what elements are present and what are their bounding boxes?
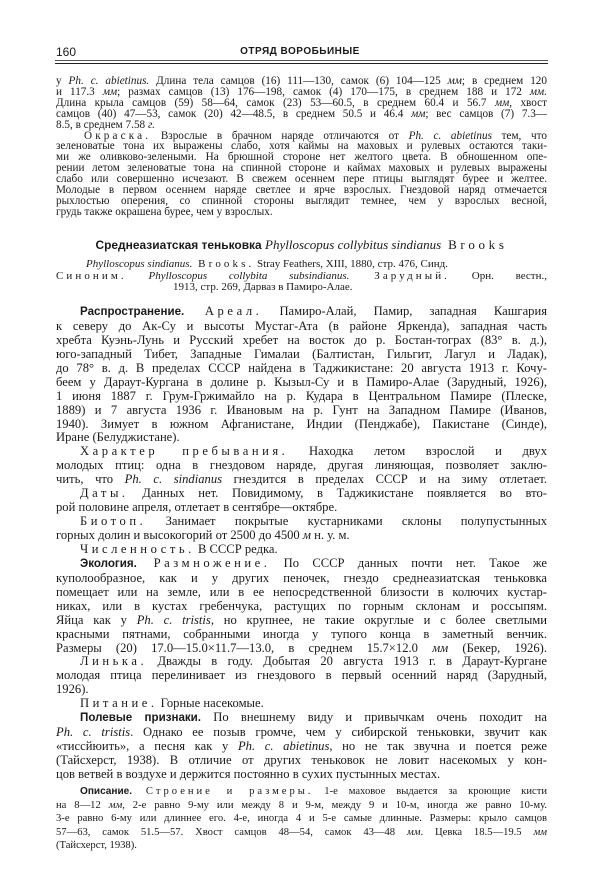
spaced-text: Синоним. <box>56 269 127 282</box>
text-line <box>56 320 547 334</box>
synonymy-block <box>56 259 547 294</box>
text-segment: Stray Feathers, XIII, 1880, стр. 476, Синд. <box>254 258 448 270</box>
italic-text: мм <box>432 640 449 655</box>
text-segment: ; в среднем 120 <box>461 75 547 87</box>
text-segment: , но крупнее, не такие округлые и с более светлыми <box>210 612 547 627</box>
text-line <box>56 529 547 543</box>
text-segment: у <box>56 75 69 87</box>
text-segment: . Цевка 18.5—19.5 <box>420 826 534 838</box>
text-segment: рыхлостью оперения, со спинной стороны выглядит темнее, чем у взрослых весной, <box>56 194 547 207</box>
text-line <box>56 669 547 683</box>
italic-text: Phylloscopus sindianus. <box>86 258 193 270</box>
text-segment: 1 июня 1887 г. Грум-Гржимайло на р. Кудара в Центральном Памире (Плеске, <box>56 388 547 403</box>
text-segment: 3-е равно 6-му или длиннее его. 4-е, иногда 4 и 5-е самые длинные. Размеры: крыло самцов <box>56 813 547 824</box>
text-segment: хребта Куэнь-Лунь и Русский хребет на восток до р. Бостан-тограх (83° в. д.), <box>56 332 547 347</box>
text-segment: цов ветвей в воздухе и держится постоянно в сухих пустынных местах. <box>56 766 441 781</box>
text-line <box>56 799 547 813</box>
text-line <box>56 237 547 253</box>
text-segment: молодая птица перелинивает из гнездового в первый осенний наряд (Зарудный, <box>56 668 547 683</box>
italic-text: мм <box>108 799 123 811</box>
spaced-text: Размножение. <box>136 555 271 570</box>
italic-text: м <box>302 528 311 542</box>
text-segment: молодых птиц: одна в гнездовом наряде, другая линяющая, позволяет заклю- <box>56 458 547 473</box>
text-segment: Взрослые в брачном наряде отличаются от <box>151 129 409 142</box>
text-line <box>56 445 547 459</box>
text-segment: красными пятнами, собранными иногда у тупого конца в заметный венчик. <box>56 626 547 641</box>
spaced-text: Даты. <box>80 486 129 501</box>
spaced-text: Питание. <box>80 696 158 711</box>
text-segment: помещает или на земле, или в ее непосредственной близости в колючих кустар- <box>56 584 547 599</box>
italic-text: Ph. c. tristis <box>136 612 211 627</box>
spaced-text: Характер пребывания. <box>80 444 289 459</box>
description-footnote <box>56 785 547 853</box>
text-line <box>56 839 547 853</box>
spaced-text: Зарудный. <box>349 269 451 282</box>
text-segment: Яйца как у <box>56 612 137 627</box>
text-line <box>56 726 547 740</box>
text-line <box>56 543 547 557</box>
text-segment: Иране (Белуджистане). <box>56 430 180 445</box>
running-title: ОТРЯД ВОРОБЬИНЫЕ <box>240 46 360 57</box>
bold-heading-text: Полевые признаки. <box>80 712 202 725</box>
text-line <box>56 431 547 445</box>
italic-text: Ph. c. sindianus <box>124 472 223 487</box>
text-segment: , хвост <box>509 96 547 109</box>
text-line <box>56 812 547 826</box>
text-segment: н. у. м. <box>310 528 350 542</box>
text-line <box>56 418 547 432</box>
text-segment: (Тайсхерст, 1938). <box>56 840 137 851</box>
text-segment: рой половине апреля, отлетает в сентябре—октябре. <box>56 500 338 515</box>
text-line <box>56 711 547 726</box>
text-line <box>56 785 547 799</box>
text-segment: юго-западный Тибет, Западные Гималаи (Балтистан, Гильгит, Лагул и Ладак), <box>56 346 547 361</box>
text-line <box>56 557 547 572</box>
text-line <box>56 334 547 348</box>
text-line <box>56 628 547 642</box>
text-segment: «тиссйюить», а песня как у <box>56 739 238 754</box>
text-line <box>56 614 547 628</box>
text-line <box>56 404 547 418</box>
italic-text: Ph. c. tristis <box>56 725 131 740</box>
italic-text: мм <box>533 826 548 838</box>
text-segment: Размеры (20) 17.0—15.0×11.7—13.0, в среднем 15.7×12.0 <box>56 640 433 655</box>
text-line <box>56 826 547 840</box>
text-segment: , 2-е равно 9-му или между 8 и 9-м, между 9 и 10-м, иногда же равно 10-му. <box>122 799 548 811</box>
text-line <box>56 754 547 768</box>
bold-heading-text: Описание. <box>80 786 133 797</box>
text-segment: . Однако ее позыв громче, чем у сибирской теньковки, звучит как <box>130 725 547 740</box>
text-line <box>56 390 547 404</box>
text-line <box>56 487 547 501</box>
text-segment: 57—63, самок 51.5—57. Хвост самцов 48—54, самок 43—48 <box>56 826 407 838</box>
text-segment: горных долин и высокогорий от 2500 до 4500 <box>56 528 303 542</box>
text-segment: ми же оливково-зелеными. На брюшной стороне нет желтого цвета. В обношенном опе- <box>56 151 547 164</box>
spaced-text: Линька. <box>80 654 148 669</box>
italic-text: Phylloscopus collybitus sindianus <box>265 237 442 252</box>
text-segment: беем у Дараут-Кургана в долине р. Кызыл-Су и в Памиро-Алае (Зарудный, 1926), <box>56 374 547 389</box>
text-segment: (Тайсхерст, 1938). В отличие от других теньковок не ловит насекомых у кон- <box>56 753 547 767</box>
text-segment: Данных нет. Повидимому, в Таджикистане появляется во вто- <box>128 486 547 501</box>
bold-heading-text: Экология. <box>80 557 137 570</box>
text-line <box>56 515 547 529</box>
spaced-text: Ареал. <box>184 304 263 318</box>
text-segment: на 8—12 <box>56 799 109 811</box>
text-line <box>56 642 547 656</box>
text-segment: , но не так звучна и поется реже <box>329 739 547 754</box>
text-segment: 1889) и 7 августа 1936 г. Ивановым на р. Гунт на Западном Памире (Иванов, <box>56 402 547 417</box>
species-heading <box>56 237 547 253</box>
text-segment: Длина тела самцов (16) 111—130, самок (6) 104—125 <box>149 75 448 87</box>
text-segment: грудь также окрашена бурее, чем у взрослых. <box>56 205 273 218</box>
italic-text: мм <box>411 107 426 120</box>
text-line <box>56 473 547 487</box>
text-segment: Орн. вестн., <box>450 269 547 282</box>
text-line <box>56 282 547 294</box>
text-line <box>56 459 547 473</box>
text-segment: (Бекер, 1926). <box>448 640 547 655</box>
text-segment: самцов (40) 47—53, самок (20) 42—48.5, в среднем 50.5 и 46.4 <box>56 107 412 120</box>
spaced-text: Окраска. <box>84 129 152 142</box>
text-segment: По внешнему виду и привычкам очень походит на <box>201 710 547 725</box>
text-segment: слабо или совершенно исчезают. В свежем осеннем пере птицы выглядят бурее и желтее. <box>56 173 547 186</box>
text-line <box>56 697 547 711</box>
italic-text: мм <box>102 85 118 98</box>
bold-heading-text: Распространение. <box>80 306 185 318</box>
text-segment: В СССР редка. <box>194 541 278 556</box>
text-segment: ; размах самцов (13) 176—198, самок (4) 170—175, в среднем 188 и 172 <box>117 85 530 98</box>
spaced-text: Строение и размеры. <box>132 786 314 797</box>
italic-text: мм <box>406 826 421 838</box>
header-rule <box>55 60 548 64</box>
text-segment: Находка летом взрослой и двух <box>288 444 547 459</box>
text-line <box>56 305 547 320</box>
text-segment: Занимает покрытые кустарниками склоны полупустынных <box>146 514 547 529</box>
text-line <box>56 683 547 697</box>
italic-text: Ph. c. abietinus. <box>68 75 150 87</box>
text-line <box>56 362 547 376</box>
text-segment: Дважды в году. Добытая 20 августа 1913 г. в Дараут-Кургане <box>147 654 547 669</box>
text-line <box>56 600 547 614</box>
italic-text: мм <box>447 75 462 87</box>
text-line <box>56 572 547 586</box>
text-segment: ; вес самцов (7) 7.3— <box>425 107 547 120</box>
text-segment: Горные насекомые. <box>157 696 264 711</box>
text-segment: тем, что <box>491 129 547 142</box>
text-segment: 1-е маховое выдается за кроющие кисти <box>313 786 547 797</box>
text-segment: 1940). Зимует в южном Афганистане, Индии (Пенджабе), Пакистане (Синде), <box>56 416 547 431</box>
text-line <box>56 586 547 600</box>
text-line <box>56 376 547 390</box>
italic-text: мм <box>494 96 510 109</box>
spaced-text: Биотоп. <box>80 514 147 529</box>
text-line <box>56 348 547 362</box>
text-line <box>56 768 547 782</box>
measurements-and-coloration-section <box>56 76 547 218</box>
text-line <box>56 501 547 515</box>
italic-text: Ph. c. abietinus <box>408 129 492 142</box>
species-account-body <box>56 305 547 782</box>
bold-heading-text: Среднеазиатская теньковка <box>95 238 266 252</box>
text-segment: Длина крыла самцов (59) 58—64, самок (23) 53—60.5, в среднем 60.4 и 56.7 <box>56 96 495 109</box>
text-line <box>56 207 547 218</box>
spaced-text: Численность. <box>80 541 195 556</box>
italic-text: Ph. c. abietinus <box>237 739 330 754</box>
text-segment: никах, или в кустах гребенчука, растущих по горным склонам и россыпям. <box>56 598 547 613</box>
italic-text: г. <box>147 118 155 131</box>
text-segment: до 78° в. д. В пределах СССР найдена в Таджикистане: 20 августа 1913 г. Кочу- <box>56 360 547 375</box>
text-segment: гнездится в пределах СССР и на зиму отлетает. <box>222 472 548 487</box>
text-segment: рении летом зеленоватые тона на спинной стороне и каймах маховых и рулевых выражены <box>56 162 547 175</box>
text-segment: куполообразное, как и у других пеночек, гнездо среднеазиатская теньковка <box>56 570 547 585</box>
text-segment: к северу до Ак-Су и высоты Мустаг-Ата (в районе Яркенда), западная часть <box>56 318 547 333</box>
text-segment: и 117.3 <box>56 85 103 98</box>
text-segment: 8.5, в среднем 7.58 <box>56 118 148 131</box>
text-segment: 1926). <box>56 682 89 697</box>
text-segment: чить, что <box>56 472 125 487</box>
page-number: 160 <box>56 45 77 59</box>
italic-text: мм. <box>529 85 547 98</box>
text-segment: 1913, стр. 269, Дарваз в Памиро-Алае. <box>173 281 353 293</box>
text-segment: Молодые в первом осеннем наряде светлее и ярче взрослых. Гнездовой наряд отмечается <box>56 184 547 197</box>
text-segment: По СССР данных почти нет. Такое же <box>270 555 548 570</box>
text-segment: зеленоватые тона их выражены слабо, хотя каймы на маховых и рулевых остаются таки- <box>56 140 547 153</box>
text-line <box>56 655 547 669</box>
spaced-text: Brooks. <box>192 258 255 270</box>
spaced-text: Brooks <box>441 237 508 252</box>
text-line <box>56 740 547 754</box>
italic-text: Phylloscopus collybita subsindianus. <box>126 269 350 282</box>
text-segment: Памиро-Алай, Памир, западная Кашгария <box>262 304 547 318</box>
